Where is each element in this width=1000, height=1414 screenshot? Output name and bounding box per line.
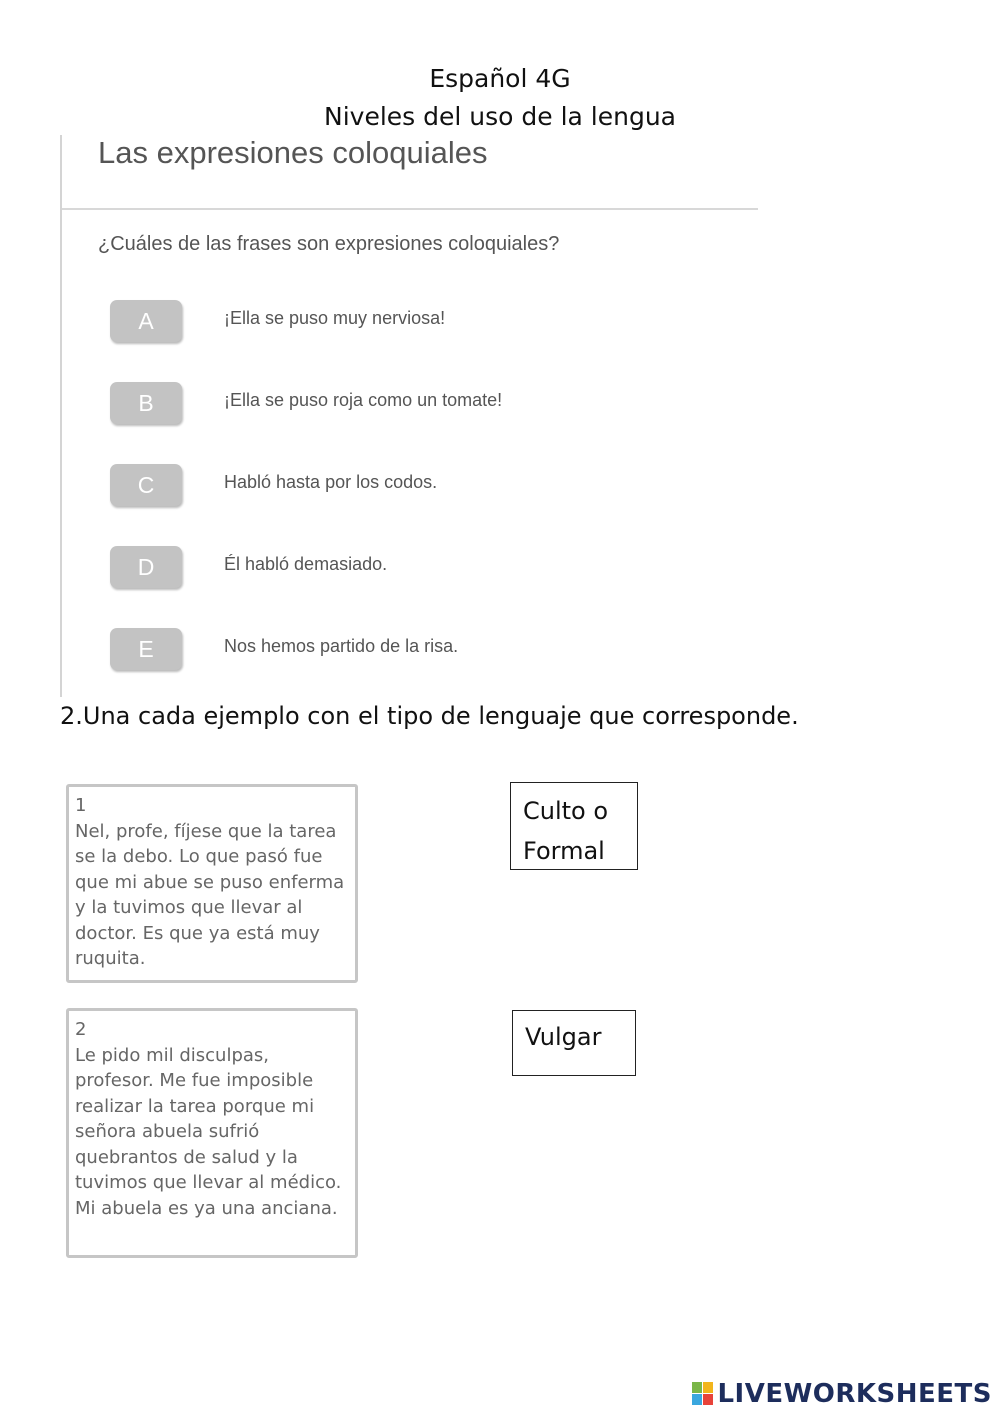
quiz-panel (60, 135, 758, 697)
brand-name: LIVEWORKSHEETS (717, 1379, 992, 1409)
match-target-vulgar[interactable] (512, 1010, 636, 1076)
exercise-instruction: 2.Una cada ejemplo con el tipo de lenguaje que corresponde. (60, 702, 799, 730)
example-card-2[interactable] (66, 1008, 358, 1258)
quiz-option-d[interactable] (110, 546, 730, 588)
target-label-line: Formal (523, 837, 605, 865)
target-label-line: Vulgar (525, 1023, 602, 1051)
option-text: Nos hemos partido de la risa. (224, 636, 459, 656)
example-text: Le pido mil disculpas, profesor. Me fue imposible realizar la tarea porque mi señora abuela sufrió quebrantos de salud y la tuvimos que llevar al médico. Mi abuela es ya una anciana. (75, 1044, 342, 1219)
quiz-divider (62, 208, 758, 210)
option-badge[interactable]: E (110, 628, 182, 670)
example-number: 1 (75, 795, 87, 816)
example-number: 2 (75, 1019, 87, 1040)
worksheet-title: Español 4G (429, 64, 571, 93)
quiz-option-a[interactable] (110, 300, 730, 342)
quiz-question: ¿Cuáles de las frases son expresiones coloquiales? (98, 233, 560, 255)
option-badge[interactable]: A (110, 300, 182, 342)
target-label-line: Culto o (523, 797, 609, 825)
quiz-title: Las expresiones coloquiales (98, 135, 488, 170)
option-text: ¡Ella se puso muy nerviosa! (224, 308, 446, 328)
example-card-1[interactable] (66, 784, 358, 983)
option-text: Él habló demasiado. (224, 554, 388, 574)
worksheet-subtitle: Niveles del uso de la lengua (324, 102, 676, 131)
option-text: ¡Ella se puso roja como un tomate! (224, 390, 503, 410)
quiz-option-c[interactable] (110, 464, 730, 506)
match-target-culto-formal[interactable] (510, 782, 638, 870)
quiz-option-e[interactable] (110, 628, 730, 670)
option-badge[interactable]: D (110, 546, 182, 588)
example-text: Nel, profe, fíjese que la tarea se la debo. Lo que pasó fue que mi abue se puso enferma y la tuvimos que llevar al doctor. Es que ya está muy ruquita. (75, 820, 345, 969)
option-badge[interactable]: C (110, 464, 182, 506)
liveworksheets-logo-icon (692, 1382, 714, 1406)
brand-logo[interactable] (692, 1374, 992, 1414)
option-text: Habló hasta por los codos. (224, 472, 438, 492)
option-badge[interactable]: B (110, 382, 182, 424)
quiz-option-b[interactable] (110, 382, 730, 424)
